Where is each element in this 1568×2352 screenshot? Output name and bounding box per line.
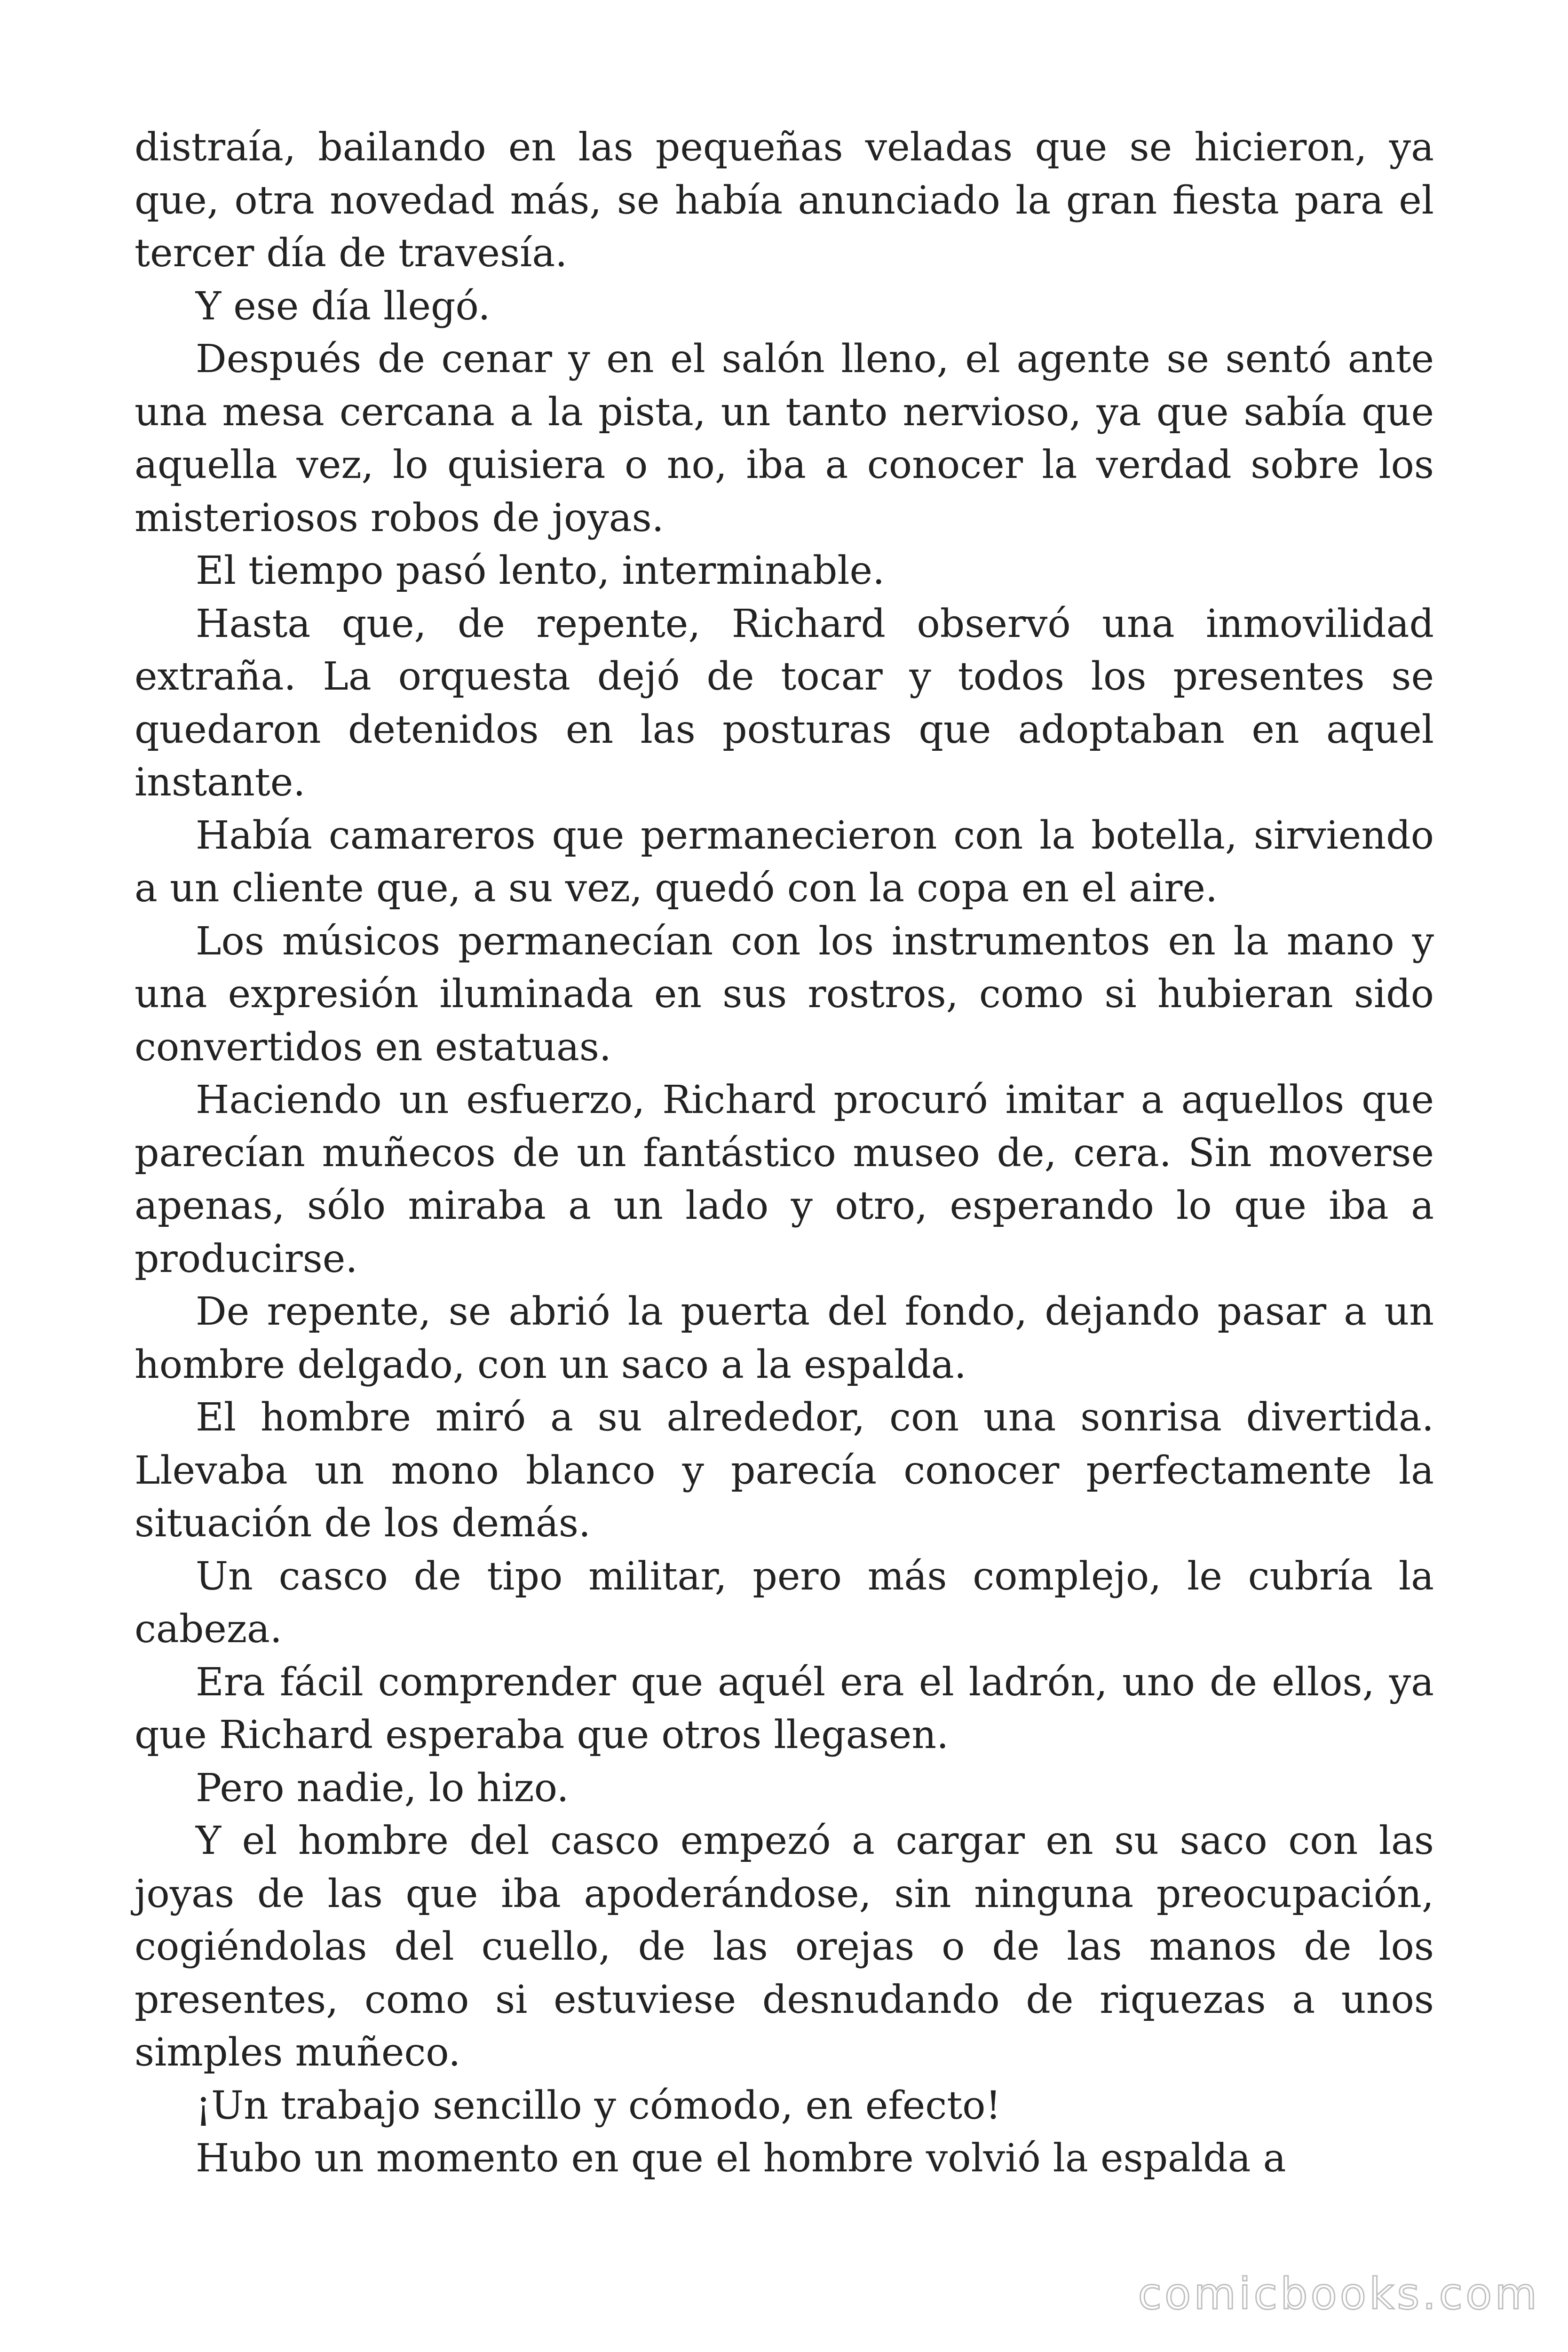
paragraph-10: El hombre miró a su alrededor, con una sonrisa divertida. Llevaba un mono blanco y parecía conocer perfectamente la situación de los demás. xyxy=(135,1395,1434,1546)
paragraph-3: Después de cenar y en el salón lleno, el agente se sentó ante una mesa cercana a la pista, un tanto nervioso, ya que sabía que aquella vez, lo quisiera o no, iba a conocer la verdad sobre los misteriosos robos de joyas. xyxy=(135,337,1434,540)
paragraph-8: Haciendo un esfuerzo, Richard procuró imitar a aquellos que parecían muñecos de un fantástico museo de, cera. Sin moverse apenas, sólo miraba a un lado y otro, esperando lo que iba a producirse. xyxy=(135,1078,1434,1281)
paragraph-12: Era fácil comprender que aquél era el ladrón, uno de ellos, ya que Richard esperaba que otros llegasen. xyxy=(135,1660,1434,1757)
watermark-logo: comicbooks.com xyxy=(1138,2269,1540,2319)
paragraph-2: Y ese día llegó. xyxy=(196,284,491,329)
paragraph-16: Hubo un momento en que el hombre volvió la espalda a xyxy=(196,2136,1286,2181)
paragraph-14: Y el hombre del casco empezó a cargar en su saco con las joyas de las que iba apoderándose, sin ninguna preocupación, cogiéndolas del cuello, de las orejas o de las manos de los presentes, como si estuviese desnudando de riquezas a unos simples muñeco. xyxy=(135,1819,1434,2075)
body-text xyxy=(135,121,1434,2185)
paragraph-13: Pero nadie, lo hizo. xyxy=(196,1765,569,1811)
paragraph-15: ¡Un trabajo sencillo y cómodo, en efecto! xyxy=(196,2083,1001,2128)
paragraph-5: Hasta que, de repente, Richard observó una inmovilidad extraña. La orquesta dejó de tocar y todos los presentes se quedaron detenidos en las posturas que adoptaban en aquel instante. xyxy=(135,601,1434,805)
paragraph-11: Un casco de tipo militar, pero más complejo, le cubría la cabeza. xyxy=(135,1554,1434,1652)
paragraph-6: Había camareros que permanecieron con la botella, sirviendo a un cliente que, a su vez, quedó con la copa en el aire. xyxy=(135,813,1434,911)
paragraph-4: El tiempo pasó lento, interminable. xyxy=(196,548,885,593)
paragraph-9: De repente, se abrió la puerta del fondo, dejando pasar a un hombre delgado, con un saco a la espalda. xyxy=(135,1289,1434,1387)
paragraph-1: distraía, bailando en las pequeñas veladas que se hicieron, ya que, otra novedad más, se había anunciado la gran fiesta para el tercer día de travesía. xyxy=(135,125,1434,276)
paragraph-7: Los músicos permanecían con los instrumentos en la mano y una expresión iluminada en sus rostros, como si hubieran sido convertidos en estatuas. xyxy=(135,919,1434,1070)
